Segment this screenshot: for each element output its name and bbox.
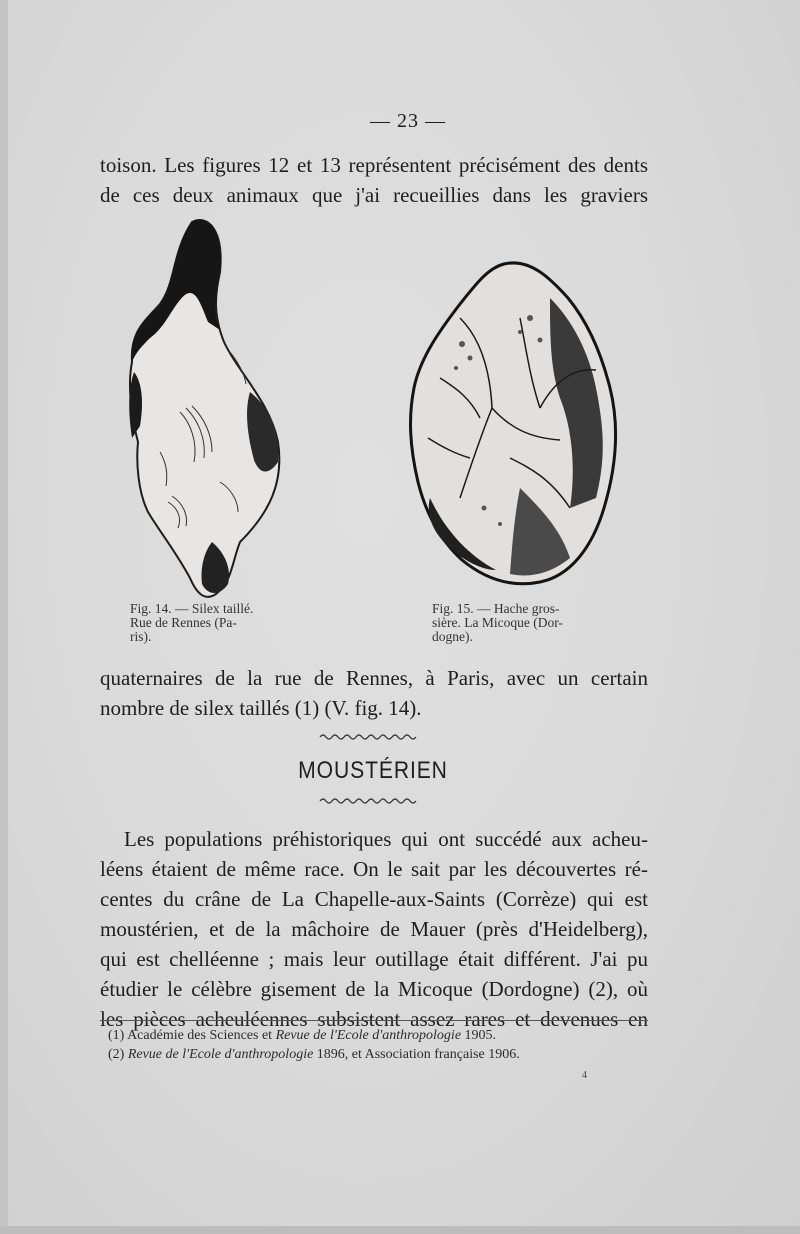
printer-signature-mark: 4 xyxy=(582,1070,587,1081)
section-heading: MOUSTÉRIEN xyxy=(298,757,448,784)
text-line: qui est chelléenne ; mais leur outillage était différent. J'ai pu xyxy=(100,947,648,971)
wavy-ornament xyxy=(318,796,418,806)
figure-caption-15 xyxy=(432,602,622,644)
figure-caption-14 xyxy=(130,602,310,644)
footnotes xyxy=(108,1026,648,1064)
paragraph-after-figures xyxy=(100,663,648,723)
footnote-divider xyxy=(100,1020,648,1021)
text-line: Les populations préhistoriques qui ont succédé aux acheu- xyxy=(124,827,648,851)
scan-edge-bottom xyxy=(0,1226,800,1234)
page-number: — 23 — xyxy=(370,110,446,132)
footnote-text: 1896, et Association française 1906. xyxy=(316,1047,520,1062)
text-line: les pièces acheuléennes subsistent assez rares et devenues en xyxy=(100,1007,648,1031)
footnote xyxy=(108,1045,648,1064)
paragraph-continued xyxy=(100,150,648,210)
scan-edge-left xyxy=(0,0,8,1234)
footnote-mark: (2) xyxy=(108,1047,125,1062)
caption-line: ris). xyxy=(130,629,152,644)
text-line: nombre de silex taillés (1) (V. fig. 14). xyxy=(100,696,422,720)
footnote-journal-title: Revue de l'Ecole d'anthropologie xyxy=(127,1047,314,1062)
text-line: étudier le célèbre gisement de la Micoque (Dordogne) (2), où xyxy=(100,977,648,1001)
text-line: léens étaient de même race. On le sait par les découvertes ré- xyxy=(100,857,648,881)
wavy-ornament xyxy=(318,732,418,742)
caption-line: Fig. 14. — Silex taillé. xyxy=(130,601,254,616)
text-line: quaternaires de la rue de Rennes, à Paris, avec un certain xyxy=(100,666,648,690)
text-line: centes du crâne de La Chapelle-aux-Saints (Corrèze) qui est xyxy=(100,887,648,911)
caption-line: sière. La Micoque (Dor- xyxy=(432,615,563,630)
text-line: de ces deux animaux que j'ai recueillies dans les graviers xyxy=(100,183,648,207)
flint-tool-illustration xyxy=(120,212,290,612)
footnote-text: 1905. xyxy=(464,1028,497,1043)
text-line: toison. Les figures 12 et 13 représentent précisément des dents xyxy=(100,153,648,177)
paragraph-mousterian xyxy=(100,824,648,1034)
book-page xyxy=(8,0,800,1234)
caption-line: Fig. 15. — Hache gros- xyxy=(432,601,560,616)
footnote-text: Académie des Sciences et xyxy=(127,1028,273,1043)
caption-line: dogne). xyxy=(432,629,473,644)
hand-axe-illustration xyxy=(400,258,624,588)
footnote-mark: (1) xyxy=(108,1028,125,1043)
caption-line: Rue de Rennes (Pa- xyxy=(130,615,237,630)
footnote xyxy=(108,1026,648,1045)
text-line: moustérien, et de la mâchoire de Mauer (près d'Heidelberg), xyxy=(100,917,648,941)
footnote-journal-title: Revue de l'Ecole d'anthropologie xyxy=(275,1028,462,1043)
